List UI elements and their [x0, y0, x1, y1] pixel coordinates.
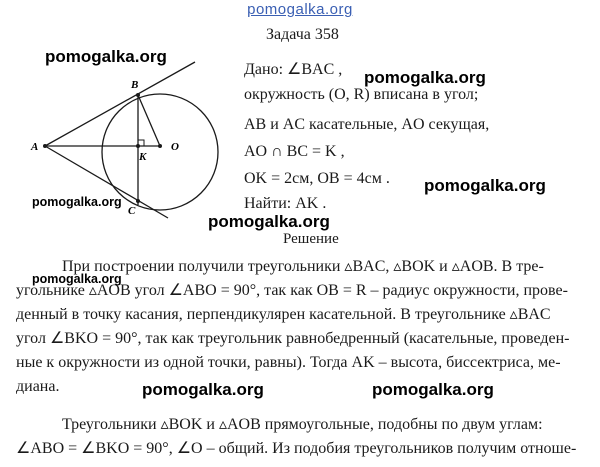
- watermark-link[interactable]: pomogalka.org: [364, 68, 486, 87]
- watermark-link[interactable]: pomogalka.org: [32, 272, 122, 286]
- paragraph-line: Треугольники ▵BOK и ▵AOB прямоугольные, подобны по двум углам:: [62, 416, 543, 433]
- watermark-link[interactable]: pomogalka.org: [142, 380, 264, 399]
- point-c: [136, 199, 140, 203]
- given-line: OK = 2см, OB = 4см .: [244, 170, 390, 187]
- given-line: Найти: AK .: [244, 195, 327, 212]
- watermark-link[interactable]: pomogalka.org: [208, 212, 330, 231]
- solution-heading: Решение: [283, 231, 339, 247]
- task-title: Задача 358: [266, 26, 339, 43]
- inscribed-circle: [102, 94, 218, 210]
- paragraph-line: денный в точку касания, перпендикулярен касательной. В треугольнике ▵BAC: [16, 306, 551, 323]
- given-line: Дано: ∠BAC ,: [244, 61, 343, 78]
- label-c: C: [128, 205, 136, 217]
- paragraph-line: угольнике ▵AOB угол ∠ABO = 90°, так как OB = R – радиус окружности, прове-: [16, 282, 568, 299]
- paragraph-line: угол ∠BKO = 90°, так как треугольник равнобедренный (касательные, проведен-: [16, 330, 570, 347]
- given-line: окружность (O, R) вписана в угол;: [244, 86, 479, 103]
- paragraph-line: диана.: [16, 378, 60, 395]
- point-b: [136, 93, 140, 97]
- given-line: AO ∩ BC = K ,: [244, 143, 345, 160]
- paragraph-line: ∠ABO = ∠BKO = 90°, ∠O – общий. Из подобия треугольников получим отноше-: [16, 440, 577, 457]
- watermark-link[interactable]: pomogalka.org: [45, 47, 167, 66]
- tangent-ab: [45, 62, 195, 146]
- point-a: [43, 144, 47, 148]
- paragraph-line: ные к окружности из одной точки, равны). Тогда AK – высота, биссектриса, ме-: [16, 354, 561, 371]
- radius-ob: [138, 95, 160, 146]
- watermark-link[interactable]: pomogalka.org: [372, 380, 494, 399]
- point-k: [136, 144, 140, 148]
- watermark-link[interactable]: pomogalka.org: [32, 195, 122, 209]
- site-watermark-top[interactable]: pomogalka.org: [247, 1, 353, 18]
- label-a: A: [31, 141, 39, 153]
- label-b: B: [131, 79, 139, 91]
- watermark-link[interactable]: pomogalka.org: [424, 176, 546, 195]
- paragraph-line: При построении получили треугольники ▵BAC, ▵BOK и ▵AOB. В тре-: [62, 258, 544, 275]
- label-o: O: [171, 141, 179, 153]
- point-o: [158, 144, 162, 148]
- given-line: AB и AC касательные, AO секущая,: [244, 116, 490, 133]
- label-k: K: [139, 151, 147, 163]
